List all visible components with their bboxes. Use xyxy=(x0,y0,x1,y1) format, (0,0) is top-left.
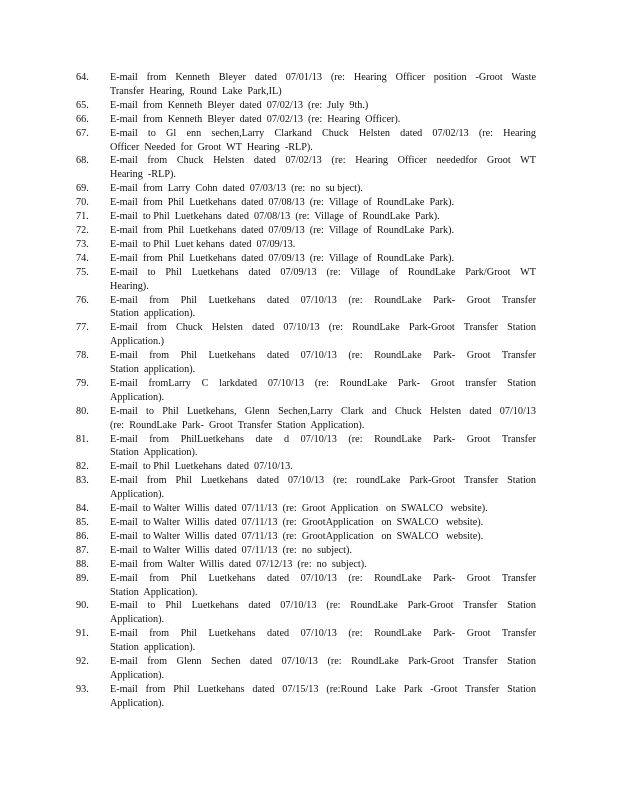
item-number: 66. xyxy=(76,113,89,125)
list-item xyxy=(76,113,536,127)
item-text-line: E-mail from PhilLuetkehans date d 07/10/13 (re: RoundLake Park- Groot Transfer xyxy=(110,433,536,445)
item-number: 74. xyxy=(76,252,89,264)
item-text xyxy=(110,558,536,572)
list-item xyxy=(76,516,536,530)
item-number: 75. xyxy=(76,266,89,278)
item-text xyxy=(110,599,536,627)
item-text-line: E-mail from Phil Luetkehans dated 07/08/13 (re: Village of RoundLake Park). xyxy=(110,197,455,209)
item-text xyxy=(110,321,536,349)
item-text-line: Hearing). xyxy=(110,280,149,292)
list-item xyxy=(76,154,536,182)
item-text-line: E-mail from Phil Luetkehans dated 07/10/13 (re: RoundLake Park- Groot Transfer xyxy=(110,628,536,640)
item-text-line: E-mail from Phil Luetkehans dated 07/10/13 (re: RoundLake Park- Groot Transfer xyxy=(110,572,536,584)
list-item xyxy=(76,655,536,683)
item-number: 70. xyxy=(76,197,89,209)
item-text-line: E-mail to Phil Luetkehans dated 07/09/13 (re: Village of RoundLake Park/Groot WT xyxy=(110,266,536,278)
list-item xyxy=(76,252,536,266)
item-text-line: Application). xyxy=(110,489,165,501)
item-text xyxy=(110,154,536,182)
list-item xyxy=(76,294,536,322)
item-text-line: E-mail from Phil Luetkehans dated 07/09/13 (re: Village of RoundLake Park). xyxy=(110,224,455,236)
list-item xyxy=(76,210,536,224)
list-item xyxy=(76,572,536,600)
list-item xyxy=(76,474,536,502)
list-item xyxy=(76,321,536,349)
list-item xyxy=(76,627,536,655)
item-text-line: E-mail from Kenneth Bleyer dated 07/01/13 (re: Hearing Officer position -Groot Waste xyxy=(110,72,536,83)
item-text xyxy=(110,544,536,558)
item-number: 64. xyxy=(76,72,89,83)
item-text xyxy=(110,224,536,238)
item-text xyxy=(110,405,536,433)
item-number: 68. xyxy=(76,155,89,167)
list-item xyxy=(76,238,536,252)
item-text-line: Station application). xyxy=(110,364,196,376)
item-text-line: E-mail from Larry Cohn dated 07/03/13 (re: no su bject). xyxy=(110,183,363,195)
list-item xyxy=(76,71,536,99)
item-text xyxy=(110,252,536,266)
list-item xyxy=(76,196,536,210)
item-text-line: E-mail to Walter Willis dated 07/11/13 (re: no subject). xyxy=(110,544,352,556)
list-item xyxy=(76,127,536,155)
item-text-line: E-mail to Gl enn sechen,Larry Clarkand Chuck Helsten dated 07/02/13 (re: Hearing xyxy=(110,127,536,139)
list-item xyxy=(76,349,536,377)
item-number: 92. xyxy=(76,656,89,668)
item-text xyxy=(110,460,536,474)
list-item xyxy=(76,460,536,474)
item-number: 71. xyxy=(76,211,89,223)
item-text-line: E-mail from Walter Willis dated 07/12/13 (re: no subject). xyxy=(110,558,367,570)
item-text xyxy=(110,113,536,127)
item-text-line: E-mail to Phil Luetkehans dated 07/10/13. xyxy=(110,461,293,473)
list-item xyxy=(76,502,536,516)
item-number: 67. xyxy=(76,127,89,139)
item-number: 91. xyxy=(76,628,89,640)
item-number: 86. xyxy=(76,530,89,542)
item-text-line: E-mail to Phil Luet kehans dated 07/09/13. xyxy=(110,238,296,250)
item-text xyxy=(110,210,536,224)
item-text-line: Application). xyxy=(110,669,165,681)
item-text xyxy=(110,683,536,711)
item-text-line: E-mail fromLarry C larkdated 07/10/13 (re: RoundLake Park- Groot transfer Station xyxy=(110,377,536,389)
item-text-line: E-mail to Phil Luetkehans dated 07/08/13 (re: Village of RoundLake Park). xyxy=(110,211,440,223)
item-number: 69. xyxy=(76,183,89,195)
item-text-line: E-mail from Phil Luetkehans dated 07/10/13 (re: roundLake Park-Groot Transfer Station xyxy=(110,475,536,487)
item-text-line: E-mail to Walter Willis dated 07/11/13 (re: GrootApplication on SWALCO website). xyxy=(110,517,484,528)
item-text-line: Application.) xyxy=(110,336,165,348)
list-item xyxy=(76,266,536,294)
item-number: 90. xyxy=(76,600,89,612)
list-item xyxy=(76,599,536,627)
item-text xyxy=(110,572,536,600)
item-text-line: E-mail from Phil Luetkehans dated 07/09/13 (re: Village of RoundLake Park). xyxy=(110,252,455,264)
item-text-line: Application). xyxy=(110,614,165,626)
item-text-line: E-mail to Walter Willis dated 07/11/13 (re: GrootApplication on SWALCO website). xyxy=(110,530,484,542)
list-item xyxy=(76,182,536,196)
list-item xyxy=(76,405,536,433)
item-text-line: E-mail to Phil Luetkehans, Glenn Sechen,Larry Clark and Chuck Helsten dated 07/10/13 xyxy=(110,405,536,417)
item-text-line: Station Application). xyxy=(110,447,198,459)
item-text xyxy=(110,294,536,322)
item-number: 77. xyxy=(76,322,89,334)
item-text xyxy=(110,627,536,655)
item-text xyxy=(110,99,536,113)
item-number: 81. xyxy=(76,433,89,445)
item-text xyxy=(110,502,536,516)
item-text-line: E-mail from Chuck Helsten dated 07/10/13 (re: RoundLake Park-Groot Transfer Station xyxy=(110,322,536,334)
item-text-line: E-mail from Glenn Sechen dated 07/10/13 (re: RoundLake Park-Groot Transfer Station xyxy=(110,656,536,668)
item-text xyxy=(110,349,536,377)
item-text-line: Officer Needed for Groot WT Hearing -RLP). xyxy=(110,141,313,153)
item-number: 89. xyxy=(76,572,89,584)
item-text-line: Station application). xyxy=(110,642,196,654)
item-text-line: Application). xyxy=(110,391,165,403)
item-text xyxy=(110,182,536,196)
list-item xyxy=(76,224,536,238)
list-item xyxy=(76,558,536,572)
item-text-line: E-mail from Phil Luetkehans dated 07/10/13 (re: RoundLake Park- Groot Transfer xyxy=(110,294,536,306)
item-number: 82. xyxy=(76,461,89,473)
item-number: 85. xyxy=(76,517,89,528)
item-number: 65. xyxy=(76,99,89,111)
item-text-line: Transfer Hearing, Round Lake Park,IL) xyxy=(110,85,282,97)
item-text-line: E-mail from Phil Luetkehans dated 07/10/13 (re: RoundLake Park- Groot Transfer xyxy=(110,350,536,362)
item-text xyxy=(110,474,536,502)
list-item xyxy=(76,433,536,461)
item-text-line: E-mail from Chuck Helsten dated 07/02/13 (re: Hearing Officer neededfor Groot WT xyxy=(110,155,536,167)
item-number: 79. xyxy=(76,377,89,389)
item-text-line: E-mail to Phil Luetkehans dated 07/10/13 (re: RoundLake Park-Groot Transfer Station xyxy=(110,600,536,612)
item-number: 73. xyxy=(76,238,89,250)
item-number: 84. xyxy=(76,503,89,515)
item-text xyxy=(110,530,536,544)
email-exhibit-list xyxy=(76,71,536,711)
item-text xyxy=(110,71,536,99)
item-text xyxy=(110,655,536,683)
item-text-line: Station application). xyxy=(110,308,196,320)
item-number: 88. xyxy=(76,558,89,570)
item-text-line: E-mail from Kenneth Bleyer dated 07/02/13 (re: July 9th.) xyxy=(110,99,369,111)
list-item xyxy=(76,99,536,113)
item-number: 72. xyxy=(76,224,89,236)
item-text xyxy=(110,238,536,252)
list-item xyxy=(76,530,536,544)
item-number: 83. xyxy=(76,475,89,487)
item-number: 76. xyxy=(76,294,89,306)
item-number: 87. xyxy=(76,544,89,556)
item-text-line: Application). xyxy=(110,697,165,709)
item-text xyxy=(110,516,536,530)
item-number: 93. xyxy=(76,683,89,695)
item-text-line: Station Application). xyxy=(110,586,198,598)
item-text xyxy=(110,127,536,155)
list-item xyxy=(76,544,536,558)
item-text xyxy=(110,377,536,405)
item-text xyxy=(110,196,536,210)
item-text-line: E-mail from Kenneth Bleyer dated 07/02/13 (re: Hearing Officer). xyxy=(110,113,401,125)
item-number: 78. xyxy=(76,350,89,362)
item-text-line: (re: RoundLake Park- Groot Transfer Station Application). xyxy=(110,419,365,431)
item-text xyxy=(110,433,536,461)
list-item xyxy=(76,377,536,405)
item-text xyxy=(110,266,536,294)
item-text-line: E-mail from Phil Luetkehans dated 07/15/13 (re:Round Lake Park -Groot Transfer Station xyxy=(110,683,536,695)
list-item xyxy=(76,683,536,711)
item-text-line: Hearing -RLP). xyxy=(110,169,176,181)
item-number: 80. xyxy=(76,405,89,417)
item-text-line: E-mail to Walter Willis dated 07/11/13 (re: Groot Application on SWALCO website). xyxy=(110,503,488,515)
